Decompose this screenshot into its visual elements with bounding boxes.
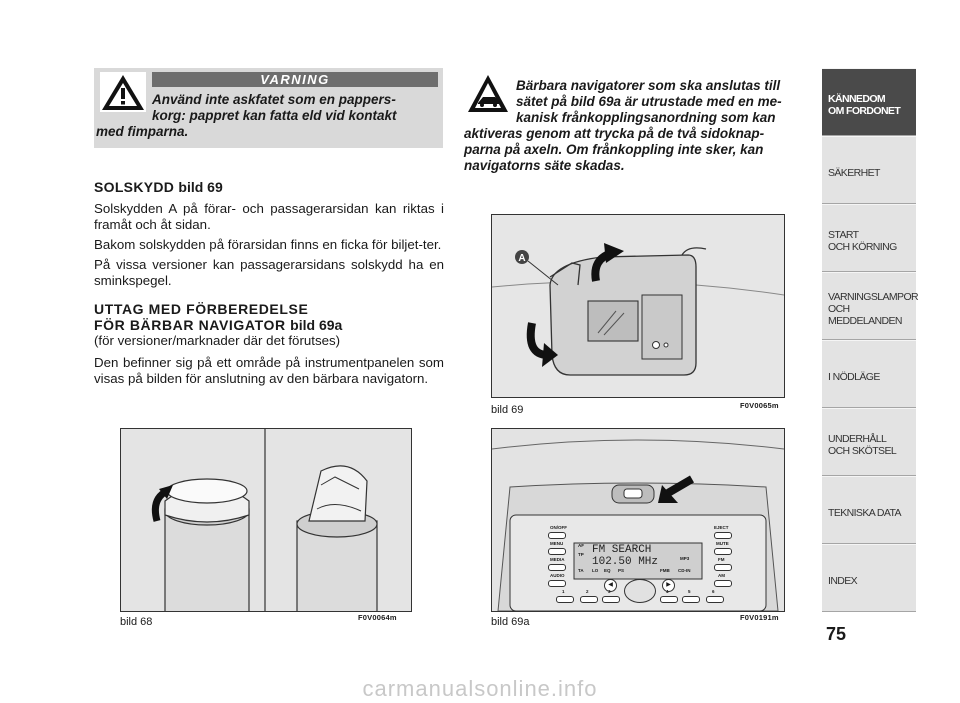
tab-sakerhet[interactable] [822,136,916,204]
button-label-fm: FM [718,557,725,562]
warning-line: Bärbara navigatorer som ska anslutas till [516,78,781,93]
tab-index[interactable] [822,544,916,612]
preset-button-4[interactable] [660,596,678,603]
button-label-menu: MENU [550,541,564,546]
preset-label-6: 6 [712,589,715,594]
fm-button[interactable] [714,564,732,571]
figure-radio [491,428,785,612]
tab-varningslampor[interactable] [822,272,919,340]
tab-label: INDEX [828,575,858,587]
preset-label-4: 4 [666,589,669,594]
tab-i-nodlage[interactable] [822,340,916,408]
warning-line: aktiveras genom att trycka på de två sidoknap- [464,126,765,141]
tab-label: START OCH KÖRNING [828,229,897,253]
figure-code: F0V0191m [740,613,779,622]
figure-code: F0V0065m [740,401,779,410]
button-label-eject: EJECT [714,525,729,530]
indicator-af: AF [578,543,584,548]
tab-label: UNDERHÅLL OCH SKÖTSEL [828,433,897,457]
preset-label-3: 3 [608,589,611,594]
warning-line: parna på axeln. Om frånkoppling inte sker, kan [464,142,764,157]
tab-kannedom-om-fordonet[interactable] [822,68,916,136]
figure-sun-visor [491,214,785,398]
figure-label: bild 68 [120,616,153,628]
paragraph: Bakom solskydden på förarsidan finns en ficka för biljet-ter. [94,237,442,252]
button-label-audio: AUDIO [550,573,565,578]
tab-tekniska-data[interactable] [822,476,916,544]
warning-line: Använd inte askfatet som en pappers- [152,92,396,107]
button-label-am: AM [718,573,725,578]
callout-a-label: A [518,253,526,264]
figure-label: bild 69a [491,616,530,628]
preset-button-1[interactable] [556,596,574,603]
title-line: FÖR BÄRBAR NAVIGATOR [94,317,286,333]
tab-start-och-korning[interactable] [822,204,916,272]
audio-button[interactable] [548,580,566,587]
preset-label-1: 1 [562,589,565,594]
indicator-mp3: MP3 [680,556,690,561]
warning-line: med fimparna. [96,124,189,139]
volume-knob[interactable] [624,579,656,603]
preset-label-5: 5 [688,589,691,594]
preset-button-3[interactable] [602,596,620,603]
indicator-ta: TA [578,568,584,573]
warning-line: kanisk frånkopplingsanordning som kan [516,110,776,125]
menu-button[interactable] [548,548,566,555]
tab-label: SÄKERHET [828,167,880,179]
media-button[interactable] [548,564,566,571]
figure-code: F0V0064m [358,613,397,622]
paragraph: Den befinner sig på ett område på instrumentpanelen som visas på bilden för anslutning av den bärbara navigatorn. [94,355,444,386]
button-label-on-off: ON/OFF [550,525,567,530]
preset-button-2[interactable] [580,596,598,603]
title-text: SOLSKYDD [94,179,175,195]
am-button[interactable] [714,580,732,587]
title-ref: bild 69a [290,317,343,333]
indicator-eq: EQ [604,568,611,573]
display-line: FM SEARCH [592,544,652,556]
seek-right-icon[interactable]: ▶ [662,579,675,592]
seek-left-icon[interactable]: ◀ [604,579,617,592]
body-text [94,179,444,391]
warning-line: korg: pappret kan fatta eld vid kontakt [152,108,397,123]
preset-button-6[interactable] [706,596,724,603]
section-title-uttag [94,301,444,333]
paragraph: På vissa versioner kan passagerarsidans solskydd ha en sminkspegel. [94,257,444,288]
warning-line: navigatorns säte skadas. [464,158,625,173]
warning-text [96,92,439,140]
subtitle: (för versioner/marknader där det förutses) [94,333,341,348]
indicator-tp: TP [578,552,584,557]
eject-button[interactable] [714,532,732,539]
preset-label-2: 2 [586,589,589,594]
section-title-solskydd [94,179,444,195]
title-line: UTTAG MED FÖRBEREDELSE [94,301,309,317]
mute-button[interactable] [714,548,732,555]
tab-label: TEKNISKA DATA [828,507,901,519]
indicator-ps: PS [618,568,625,573]
tab-label: I NÖDLÄGE [828,371,880,383]
preset-button-5[interactable] [682,596,700,603]
display-line: 102.50 MHz [592,556,659,568]
button-label-media: MEDIA [550,557,565,562]
indicator-fmb: FMB [660,568,670,573]
indicator-cd-in: CD-IN [678,568,691,573]
title-ref: bild 69 [178,179,223,195]
page-number: 75 [826,624,847,644]
tab-underhall-och-skotsel[interactable] [822,408,916,476]
figure-label: bild 69 [491,404,524,416]
indicator-lo: LO [592,568,599,573]
navigator-warning-text [464,78,812,174]
paragraph: Solskydden A på förar- och passagerarsidan kan riktas i framåt och åt sidan. [94,201,444,232]
warning-header: VARNING [152,72,438,87]
figure-ashtray [120,428,412,612]
watermark: carmanualsonline.info [362,676,598,701]
button-label-mute: MUTE [716,541,729,546]
on-off-button[interactable] [548,532,566,539]
warning-line: sätet på bild 69a är utrustade med en me- [516,94,782,109]
tab-label: KÄNNEDOM OM FORDONET [828,93,901,117]
tab-label: VARNINGSLAMPOR OCH MEDDELANDEN [828,291,919,327]
